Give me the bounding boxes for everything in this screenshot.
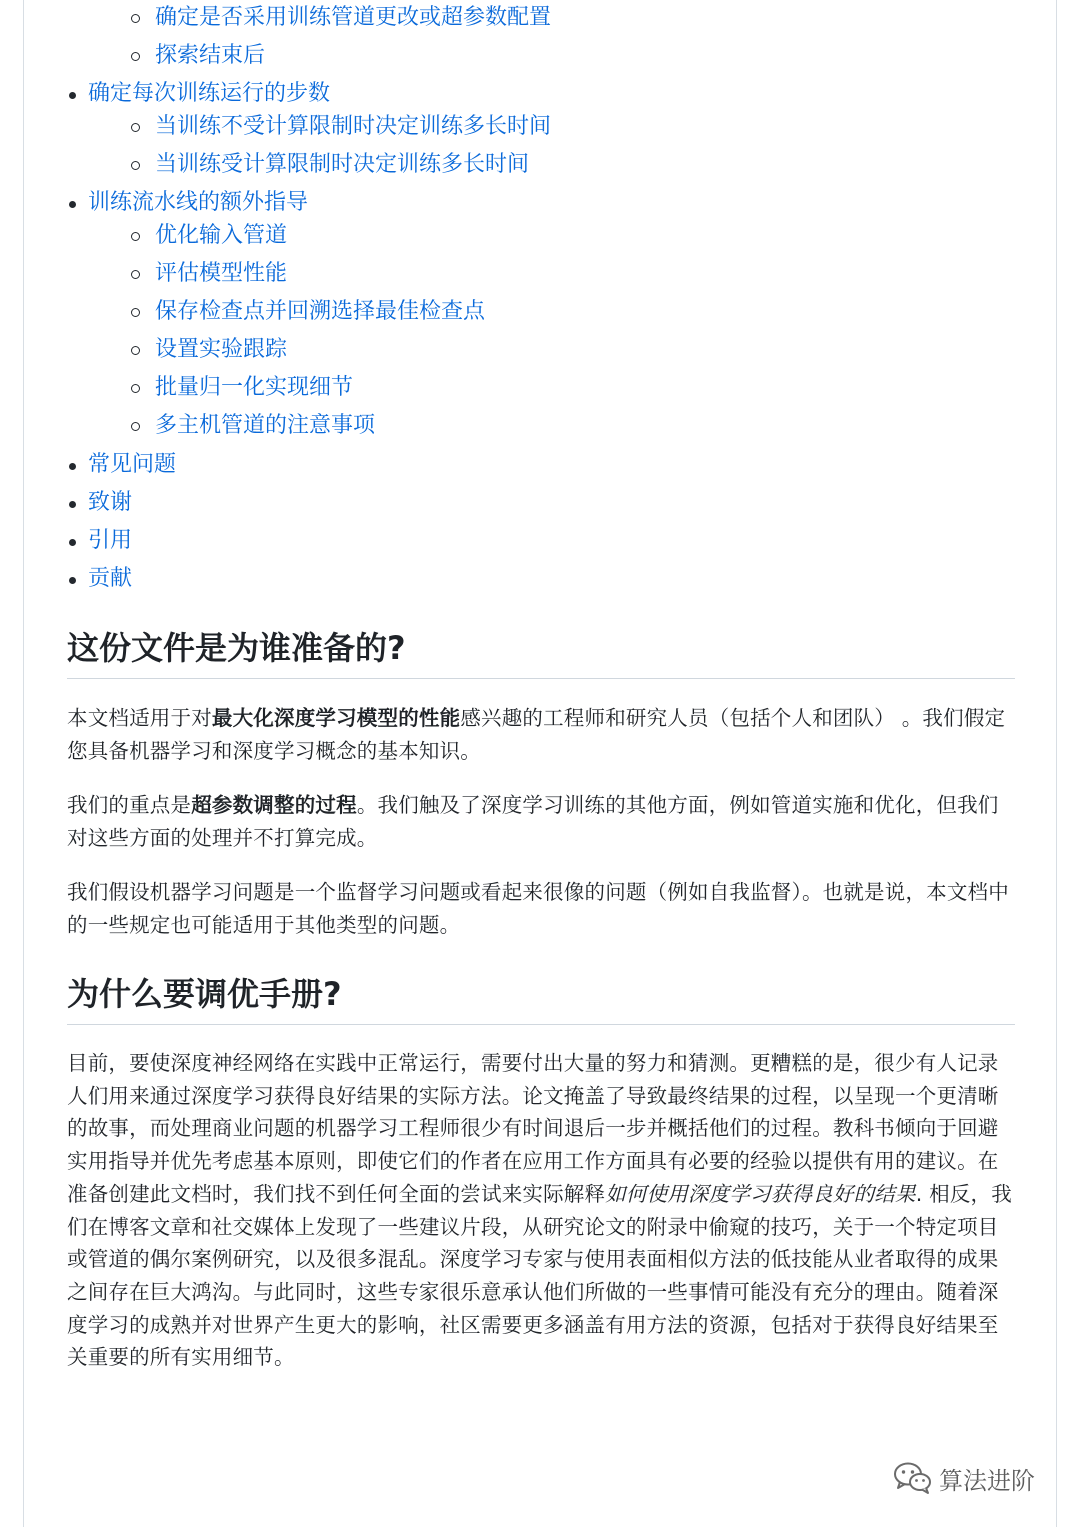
watermark	[893, 1458, 1035, 1498]
bold-text: 最大化深度学习模型的性能	[211, 706, 461, 730]
toc-link[interactable]: 当训练不受计算限制时决定训练多长时间	[155, 114, 552, 139]
toc-link[interactable]: 引用	[88, 528, 133, 553]
toc-link[interactable]: 保存检查点并回溯选择最佳检查点	[155, 299, 486, 324]
section-heading-audience: 这份文件是为谁准备的?	[67, 628, 1015, 679]
paragraph-audience	[67, 702, 1012, 767]
wechat-icon	[893, 1461, 933, 1495]
text-run: 。我们触及了深度学习训练的其他方面，例如管道实施和优化，但我们对这些方面的处理并不打算完成。	[67, 793, 999, 850]
italic-text: 如何使用深度学习获得良好的结果	[605, 1181, 916, 1206]
toc-link[interactable]: 设置实验跟踪	[155, 337, 288, 362]
text-run: 目前，要使深度神经网络在实践中正常运行，需要付出大量的努力和猜测。更糟糕的是，很少有人记录人们用来通过深度学习获得良好结果的实际方法。论文掩盖了导致最终结果的过程，以呈现一个更清晰的故事，而处理商业问题的机器学习工程师很少有时间退后一步并概括他们的过程。教科书倾向于回避实用指导并优先考虑基本原则，即使它们的作者在应用工作方面具有必要的经验以提供有用的建议。在准备创建此文档时，我们找不到任何全面的尝试来实际解释	[67, 1051, 999, 1206]
toc-link[interactable]: 贡献	[88, 566, 133, 591]
toc-link[interactable]: 确定是否采用训练管道更改或超参数配置	[155, 5, 552, 30]
paragraph-assumption: 我们假设机器学习问题是一个监督学习问题或看起来很像的问题（例如自我监督）。也就是说，本文档中的一些规定也可能适用于其他类型的问题。	[67, 880, 1009, 937]
toc-link[interactable]: 致谢	[88, 490, 133, 515]
paragraph-focus	[67, 789, 1012, 854]
section-heading-why: 为什么要调优手册?	[67, 974, 1015, 1025]
toc-link[interactable]: 评估模型性能	[155, 261, 288, 286]
text-run: 本文档适用于对	[67, 706, 212, 730]
watermark-text: 算法进阶	[939, 1466, 1035, 1495]
text-run: 我们的重点是	[67, 793, 192, 817]
text-run: . 相反，我们在博客文章和社交媒体上发现了一些建议片段，从研究论文的附录中偷窥的技巧，关于一个特定项目或管道的偶尔案例研究，以及很多混乱。深度学习专家与使用表面相似方法的低技能从业者取得的成果之间存在巨大鸿沟。与此同时，这些专家很乐意承认他们所做的一些事情可能没有充分的理由。随着深度学习的成熟并对世界产生更大的影响，社区需要更多涵盖有用方法的资源，包括对于获得良好结果至关重要的所有实用细节。	[67, 1181, 1012, 1370]
text-run: 感兴趣的工程师和研究人员（包括个人和团队） 。我们假定您具备机器学习和深度学习概念的基本知识。	[67, 706, 1006, 763]
toc-link[interactable]: 优化输入管道	[155, 223, 288, 248]
toc-link[interactable]: 批量归一化实现细节	[155, 375, 354, 400]
toc-link[interactable]: 探索结束后	[155, 43, 266, 68]
bold-text: 超参数调整的过程	[191, 793, 357, 817]
toc-link[interactable]: 确定每次训练运行的步数	[88, 81, 331, 106]
toc-link[interactable]: 训练流水线的额外指导	[88, 190, 309, 215]
toc-link[interactable]: 常见问题	[88, 452, 177, 477]
toc-link[interactable]: 当训练受计算限制时决定训练多长时间	[155, 152, 530, 177]
toc-link[interactable]: 多主机管道的注意事项	[155, 413, 376, 438]
paragraph-why	[67, 1047, 1012, 1374]
